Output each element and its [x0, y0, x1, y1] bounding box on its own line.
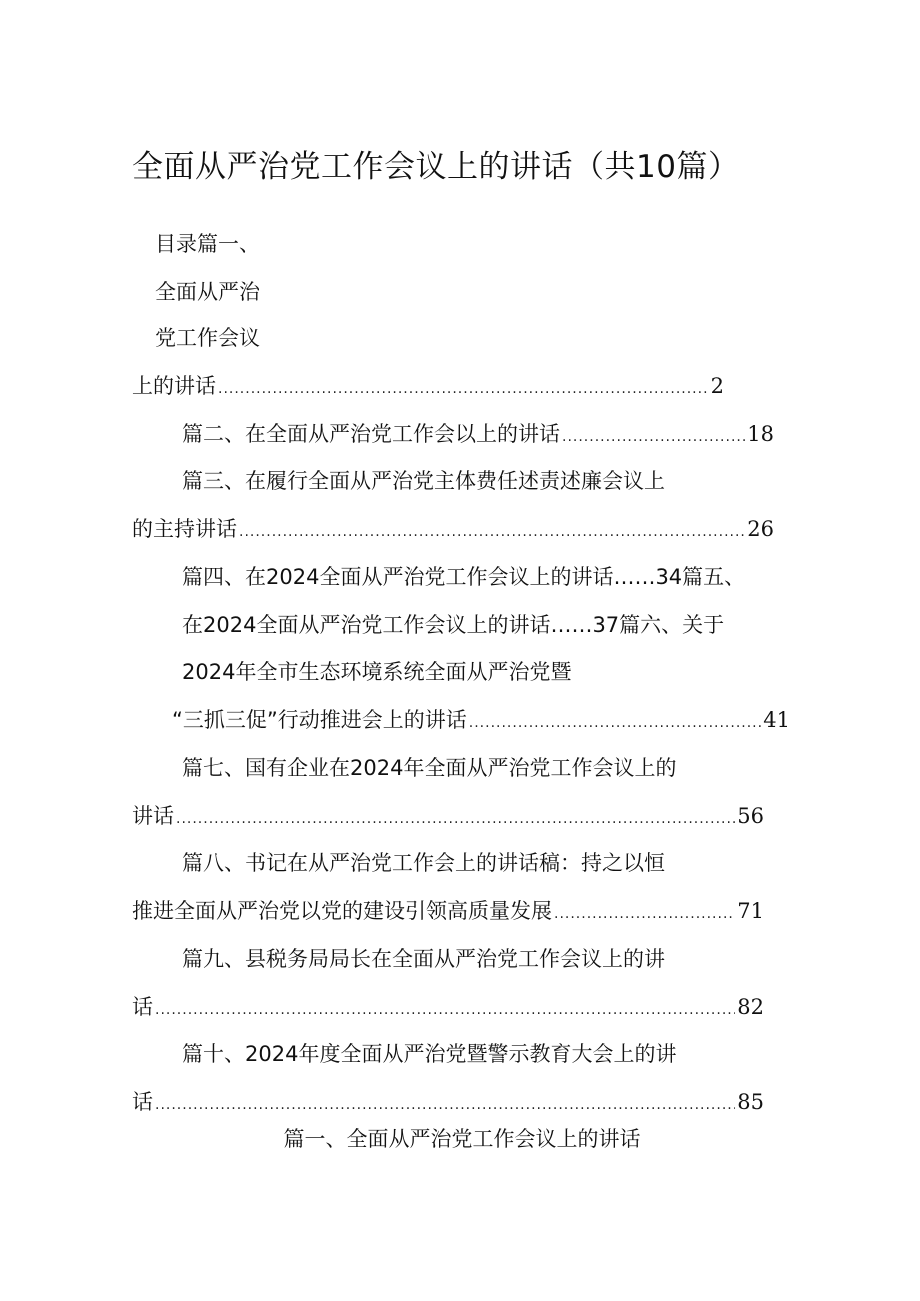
toc-entry-title: 上的讲话: [132, 374, 216, 398]
toc-entry-title: “三抓三促”行动推进会上的讲话: [172, 708, 467, 732]
toc-entry-page: 56: [737, 804, 764, 828]
toc-entry-title: 话: [132, 1090, 153, 1114]
toc-leader: [218, 374, 709, 404]
document-title: 全面从严治党工作会议上的讲话（共10篇）: [132, 149, 740, 185]
toc-entry[interactable]: [132, 801, 764, 834]
toc-entry-title: 的主持讲话: [132, 517, 237, 541]
toc-line: 党工作会议: [155, 326, 260, 350]
toc-entry-title: 篇二、在全面从严治党工作会以上的讲话: [182, 422, 560, 446]
toc-line: 篇三、在履行全面从严治党主体费任述责述廉会议上: [182, 469, 665, 493]
toc-entry-page: 2: [710, 374, 724, 398]
toc-entry[interactable]: [132, 514, 774, 547]
toc-leader: [562, 422, 745, 452]
toc-leader: [176, 804, 735, 834]
toc-line: 在2024全面从严治党工作会议上的讲话……37篇六、关于: [182, 613, 725, 637]
toc-line: 篇九、县税务局局长在全面从严治党工作会议上的讲: [182, 947, 665, 971]
toc-entry-page: 18: [747, 422, 774, 446]
toc-leader: [469, 708, 762, 738]
toc-leader: [554, 899, 735, 929]
toc-line: 目录篇一、: [155, 232, 260, 256]
toc-entry-page: 26: [747, 517, 774, 541]
toc-entry-page: 85: [737, 1090, 764, 1114]
section-heading: 篇一、全面从严治党工作会议上的讲话: [283, 1127, 641, 1151]
toc-entry[interactable]: [132, 992, 764, 1025]
toc-entry-title: 话: [132, 995, 153, 1019]
toc-entry[interactable]: [182, 419, 774, 452]
toc-entry[interactable]: [132, 371, 724, 404]
toc-line: 篇四、在2024全面从严治党工作会议上的讲话……34篇五、: [182, 565, 746, 589]
toc-leader: [155, 995, 735, 1025]
toc-line: 2024年全市生态环境系统全面从严治党暨: [182, 660, 572, 684]
toc-line: 篇十、2024年度全面从严治党暨警示教育大会上的讲: [182, 1042, 677, 1066]
toc-entry-page: 82: [737, 995, 764, 1019]
toc-entry-page: 41: [763, 708, 790, 732]
toc-entry[interactable]: [132, 1087, 764, 1120]
toc-line: 篇七、国有企业在2024年全面从严治党工作会议上的: [182, 756, 677, 780]
toc-entry-title: 讲话: [132, 804, 174, 828]
toc-leader: [155, 1090, 735, 1120]
toc-entry-page: 71: [737, 899, 764, 923]
toc-entry[interactable]: [172, 705, 790, 738]
toc-leader: [239, 517, 745, 547]
toc-entry-title: 推进全面从严治党以党的建设引领高质量发展: [132, 899, 552, 923]
toc-line: 全面从严治: [155, 280, 260, 304]
toc-line: 篇八、书记在从严治党工作会上的讲话稿：持之以恒: [182, 851, 665, 875]
toc-entry[interactable]: [132, 896, 764, 929]
